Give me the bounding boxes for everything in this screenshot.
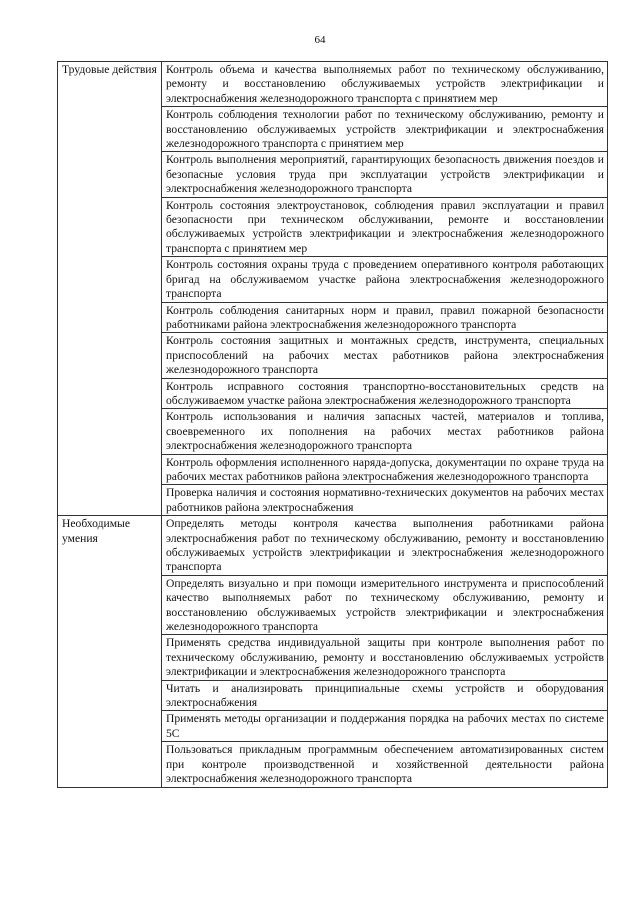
section-label-labor-actions: Трудовые действия xyxy=(58,62,162,516)
table-cell: Контроль объема и качества выполняемых работ по техническому обслуживанию, ремонту и восстановлению обслуживаемых устройств электрификации и электроснабжения железнодорожного транспорта с принятием мер xyxy=(162,62,608,107)
table-cell: Читать и анализировать принципиальные схемы устройств и оборудования электроснабжения xyxy=(162,680,608,711)
table-cell: Определять визуально и при помощи измерительного инструмента и приспособлений качество выполняемых работ по техническому обслуживанию, ремонту и восстановлению обслуживаемых устройств электрификации и электроснабжения железнодорожного транспорта xyxy=(162,575,608,635)
table-cell: Проверка наличия и состояния нормативно-технических документов на рабочих местах работников района электроснабжения xyxy=(162,485,608,516)
table-cell: Применять средства индивидуальной защиты при контроле выполнения работ по техническому обслуживанию, ремонту и восстановлению обслуживаемых устройств электрификации и электроснабжения железнодорожного транспорта xyxy=(162,635,608,680)
table-cell: Контроль состояния электроустановок, соблюдения правил эксплуатации и правил безопасности при техническом обслуживании, ремонте и восстановлении обслуживаемых устройств электрификации и электроснабжения железнодорожного транспорта с принятием мер xyxy=(162,197,608,257)
table-cell: Пользоваться прикладным программным обеспечением автоматизированных систем при контроле производственной и хозяйственной деятельности района электроснабжения железнодорожного транспорта xyxy=(162,742,608,787)
table-cell: Применять методы организации и поддержания порядка на рабочих местах по системе 5С xyxy=(162,711,608,742)
table-cell: Контроль оформления исполненного наряда-допуска, документации по охране труда на рабочих местах работников района электроснабжения железнодорожного транспорта xyxy=(162,454,608,485)
table-row xyxy=(58,62,608,107)
table-cell: Контроль состояния защитных и монтажных средств, инструмента, специальных приспособлений на рабочих местах работников района электроснабжения железнодорожного транспорта xyxy=(162,333,608,378)
table-cell: Определять методы контроля качества выполнения работниками района электроснабжения работ по техническому обслуживанию, ремонту и восстановлению обслуживаемых устройств электрификации и электроснабжения железнодорожного транспорта xyxy=(162,516,608,576)
table-cell: Контроль соблюдения технологии работ по техническому обслуживанию, ремонту и восстановлению обслуживаемых устройств электрификации и электроснабжения железнодорожного транспорта с принятием мер xyxy=(162,107,608,152)
page-number: 64 xyxy=(314,34,326,46)
table-cell: Контроль использования и наличия запасных частей, материалов и топлива, своевременного их пополнения на рабочих местах работников района электроснабжения железнодорожного транспорта xyxy=(162,409,608,454)
table-cell: Контроль соблюдения санитарных норм и правил, правил пожарной безопасности работниками района электроснабжения железнодорожного транспорта xyxy=(162,302,608,333)
table-cell: Контроль выполнения мероприятий, гарантирующих безопасность движения поездов и безопасные условия труда при эксплуатации устройств электрификации и электроснабжения железнодорожного транспорта xyxy=(162,152,608,197)
specification-table xyxy=(57,61,608,788)
table-cell: Контроль состояния охраны труда с проведением оперативного контроля работающих бригад на обслуживаемом участке района электроснабжения железнодорожного транспорта xyxy=(162,257,608,302)
section-label-required-skills: Необходимые умения xyxy=(58,516,162,787)
table-row xyxy=(58,516,608,576)
table-cell: Контроль исправного состояния транспортно-восстановительных средств на обслуживаемом участке района электроснабжения железнодорожного транспорта xyxy=(162,378,608,409)
